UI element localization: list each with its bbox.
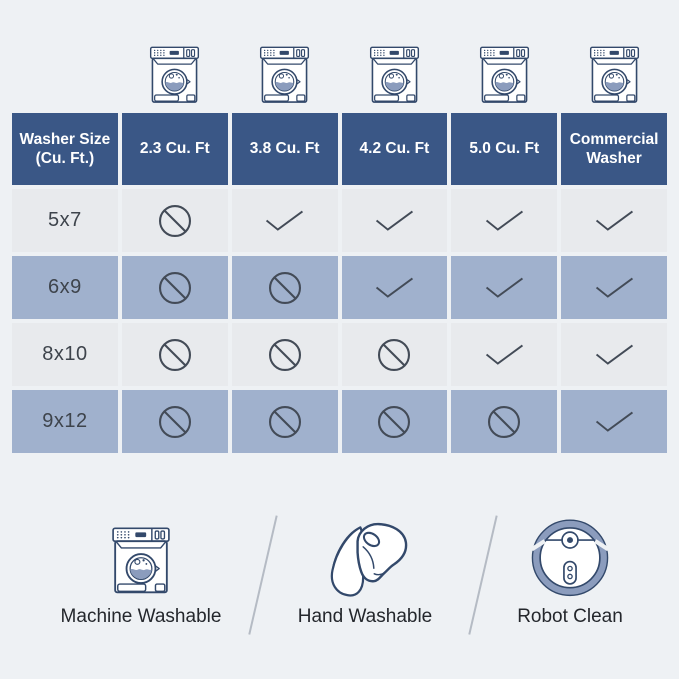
washer-icon-row-spacer: [12, 42, 118, 106]
table-header-washer-size: Washer Size (Cu. Ft.): [12, 113, 118, 185]
not-compatible-icon: [342, 323, 448, 386]
not-compatible-icon: [342, 390, 448, 453]
legend-label-machine-washable: Machine Washable: [60, 606, 222, 627]
not-compatible-icon: [232, 390, 338, 453]
rug-size-label: 8x10: [12, 323, 118, 386]
not-compatible-icon: [232, 256, 338, 319]
compatible-check-icon: [451, 323, 557, 386]
hand-wash-icon: [316, 515, 414, 597]
not-compatible-icon: [122, 256, 228, 319]
table-header-capacity: 4.2 Cu. Ft: [342, 113, 448, 185]
compatible-check-icon: [342, 189, 448, 252]
compatible-check-icon: [451, 189, 557, 252]
compatible-check-icon: [451, 256, 557, 319]
not-compatible-icon: [122, 189, 228, 252]
washer-icon-row: [12, 42, 667, 106]
not-compatible-icon: [451, 390, 557, 453]
table-header-capacity: 2.3 Cu. Ft: [122, 113, 228, 185]
compatible-check-icon: [561, 323, 667, 386]
compatible-check-icon: [232, 189, 338, 252]
washing-machine-icon: [110, 515, 172, 597]
legend-item-robot-clean: [470, 515, 670, 628]
legend-label-hand-washable: Hand Washable: [297, 606, 433, 627]
robot-vacuum-icon: [528, 515, 612, 597]
washing-machine-icon: [342, 42, 448, 106]
legend-item-hand-washable: [265, 515, 465, 628]
washing-machine-icon: [232, 42, 338, 106]
compatible-check-icon: [561, 256, 667, 319]
compatibility-table: [12, 113, 667, 453]
rug-size-label: 5x7: [12, 189, 118, 252]
table-header-capacity: 5.0 Cu. Ft: [451, 113, 557, 185]
not-compatible-icon: [232, 323, 338, 386]
legend-item-machine-washable: [41, 515, 241, 628]
table-header-capacity: Commercial Washer: [561, 113, 667, 185]
washing-machine-icon: [561, 42, 667, 106]
legend-label-robot-clean: Robot Clean: [517, 606, 623, 627]
compatible-check-icon: [561, 390, 667, 453]
not-compatible-icon: [122, 390, 228, 453]
compatible-check-icon: [342, 256, 448, 319]
washing-machine-icon: [122, 42, 228, 106]
table-header-capacity: 3.8 Cu. Ft: [232, 113, 338, 185]
not-compatible-icon: [122, 323, 228, 386]
washing-machine-icon: [451, 42, 557, 106]
rug-size-label: 9x12: [12, 390, 118, 453]
compatible-check-icon: [561, 189, 667, 252]
rug-size-label: 6x9: [12, 256, 118, 319]
